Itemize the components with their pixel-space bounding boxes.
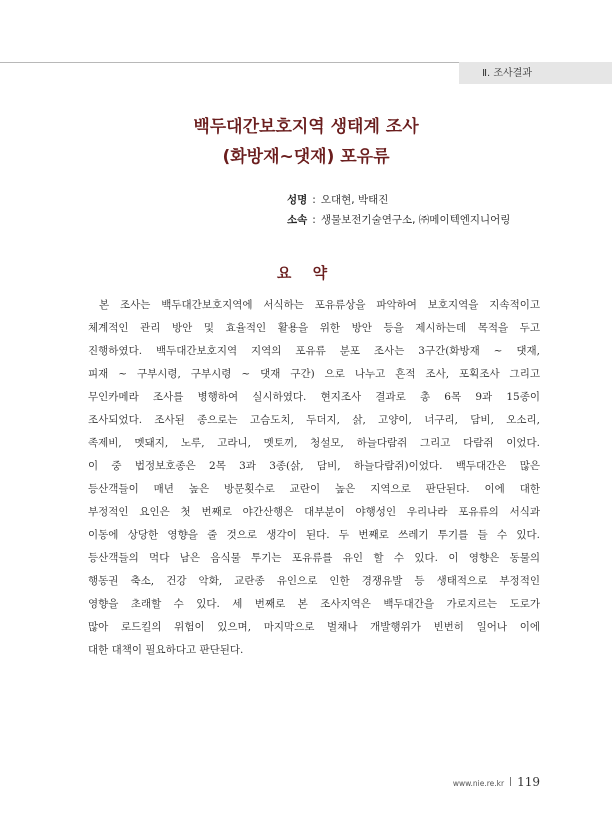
summary-heading: 요 약 bbox=[276, 264, 336, 282]
summary-line: 대한 대책이 필요하다고 판단된다. bbox=[88, 644, 244, 656]
summary-line: 조사되었다. 조사된 종으로는 고슴도치, 두더지, 삵, 고양이, 너구리, 담비, 오소리, bbox=[88, 414, 540, 426]
summary-line: 부정적인 요인은 첫 번째로 야간산행은 대부분이 야행성인 우리나라 포유류의 서식과 bbox=[88, 506, 540, 518]
summary-line: 등산객들의 먹다 남은 음식물 투기는 포유류를 유인 할 수 있다. 이 영향은 동물의 bbox=[88, 552, 540, 564]
affiliation-row bbox=[287, 211, 510, 229]
summary-line: 무인카메라 조사를 병행하여 실시하였다. 현지조사 결과로 총 6목 9과 15종이 bbox=[88, 391, 540, 403]
affiliation-value: 생물보전기술연구소, ㈜메이텍엔지니어링 bbox=[320, 214, 511, 226]
footer-divider bbox=[510, 777, 511, 786]
authors-colon: : bbox=[312, 194, 316, 206]
section-label: Ⅱ. 조사결과 bbox=[482, 68, 532, 79]
summary-line: 족제비, 멧돼지, 노루, 고라니, 멧토끼, 청설모, 하늘다람쥐 그리고 다람쥐 이었다. bbox=[88, 437, 540, 449]
summary-line: 영향을 초래할 수 있다. 세 번째로 본 조사지역은 백두대간을 가로지르는 도로가 bbox=[88, 598, 540, 610]
summary-line: 등산객들이 매년 높은 방문횟수로 교란이 높은 지역으로 판단된다. 이에 대한 bbox=[88, 483, 540, 495]
affiliation-label: 소속 bbox=[287, 214, 308, 226]
summary-line: 행동권 축소, 건강 악화, 교란종 유인으로 인한 경쟁유발 등 생태적으로 부정적인 bbox=[88, 575, 540, 587]
authors-value: 오대현, 박태진 bbox=[320, 194, 389, 206]
footer-url: www.nie.re.kr bbox=[452, 779, 505, 788]
page-title-line-1: 백두대간보호지역 생태계 조사 bbox=[193, 117, 419, 137]
summary-line: 진행하였다. 백두대간보호지역 지역의 포유류 분포 조사는 3구간(화방재 ~ 댓재, bbox=[88, 345, 540, 357]
summary-line: 많아 로드킬의 위험이 있으며, 마지막으로 벌채나 개발행위가 빈번히 일어나 이에 bbox=[88, 621, 540, 633]
summary-line: 본 조사는 백두대간보호지역에 서식하는 포유류상을 파악하여 보호지역을 지속적이고 bbox=[99, 299, 540, 311]
page-number: 119 bbox=[517, 775, 540, 789]
summary-line: 이 중 법정보호종은 2목 3과 3종(삵, 담비, 하늘다람쥐)이었다. 백두대간은 많은 bbox=[88, 460, 540, 472]
affiliation-colon: : bbox=[312, 214, 316, 226]
authors-row bbox=[287, 191, 388, 209]
summary-line: 이동에 상당한 영향을 줄 것으로 생각이 된다. 두 번째로 쓰레기 투기를 들 수 있다. bbox=[88, 529, 540, 541]
page-footer bbox=[453, 772, 540, 790]
summary-line: 체계적인 관리 방안 및 효율적인 활용을 위한 방안 등을 제시하는데 목적을 두고 bbox=[88, 322, 540, 334]
summary-line: 피재 ~ 구부시령, 구부시령 ~ 댓재 구간) 으로 나누고 흔적 조사, 포획조사 그리고 bbox=[88, 368, 540, 380]
authors-label: 성명 bbox=[287, 194, 308, 206]
page-title-line-2: (화방재~댓재) 포유류 bbox=[222, 147, 390, 167]
